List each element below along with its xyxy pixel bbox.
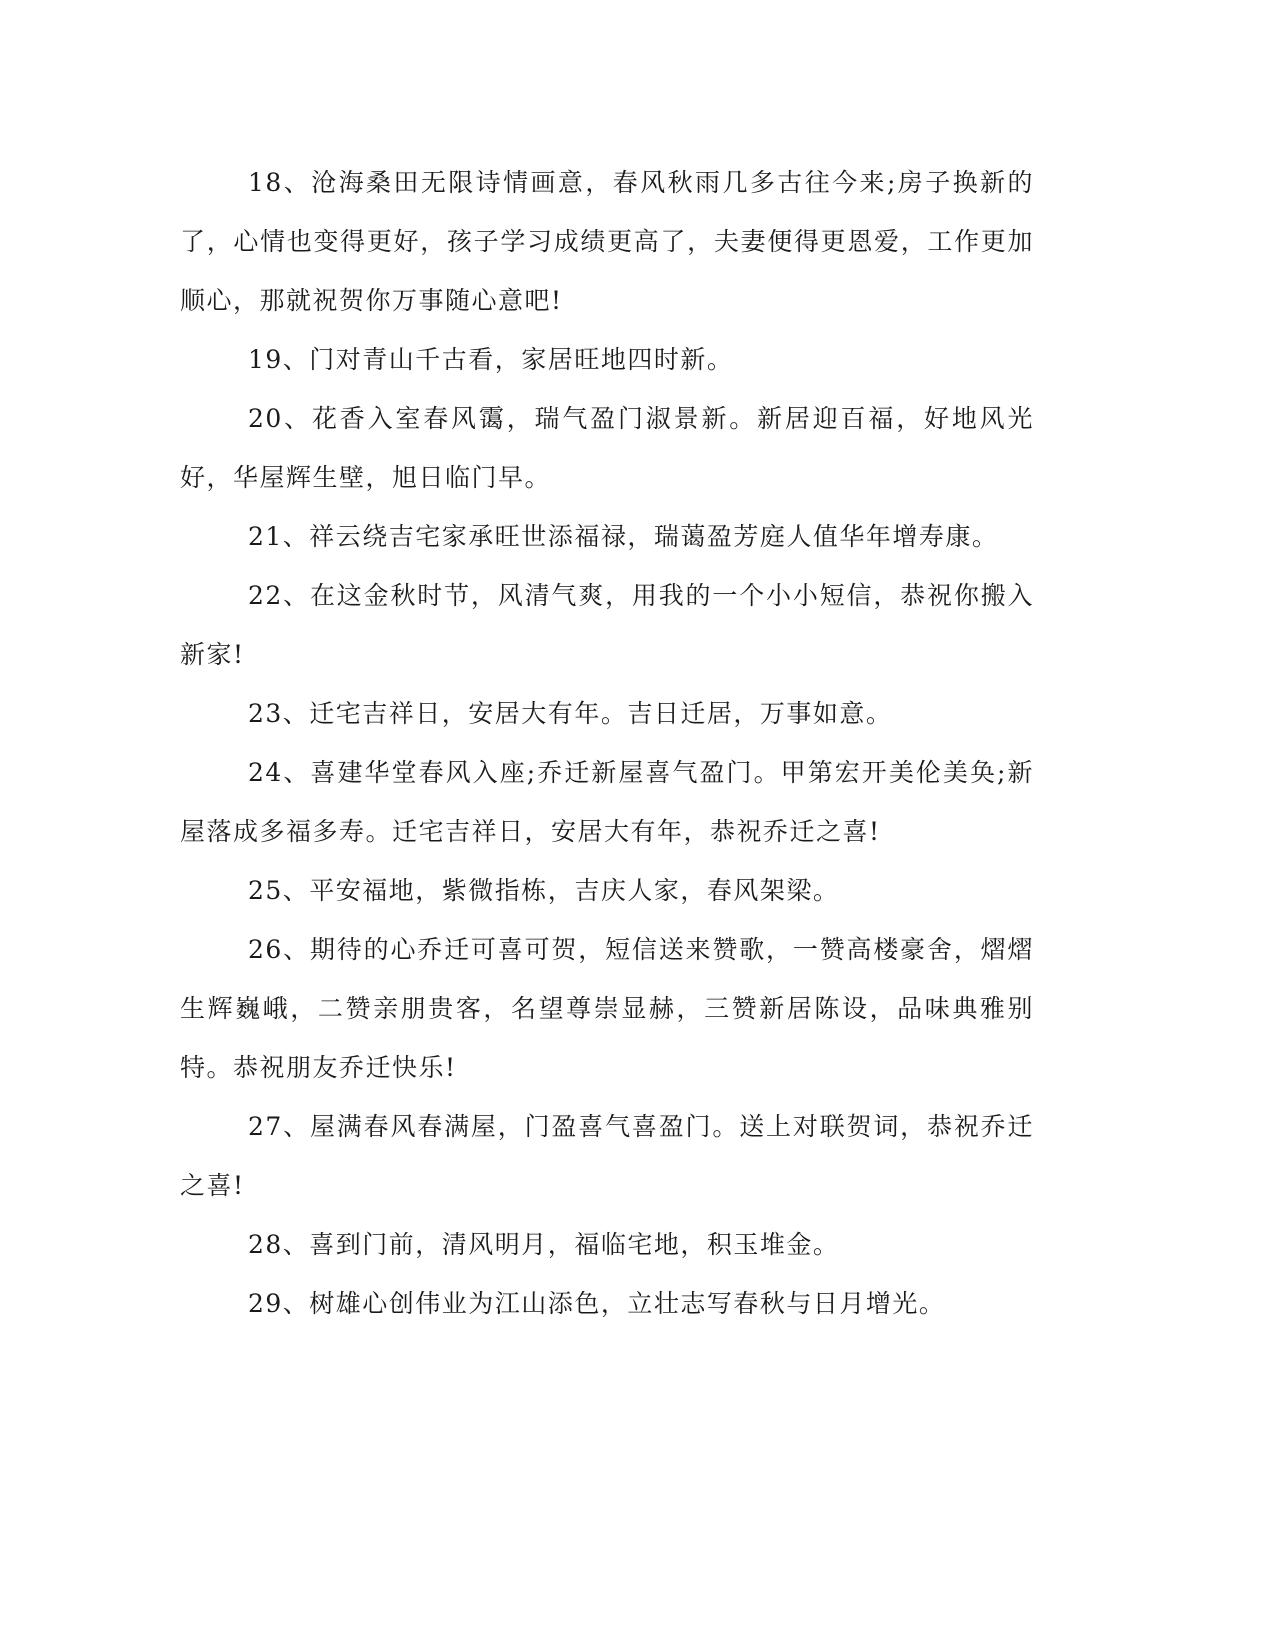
paragraph-21: 21、祥云绕吉宅家承旺世添福禄，瑞蔼盈芳庭人值华年增寿康。	[248, 522, 999, 551]
document-body	[180, 153, 1034, 1333]
paragraph-27: 27、屋满春风春满屋，门盈喜气喜盈门。送上对联贺词，恭祝乔迁之喜!	[180, 1112, 1034, 1200]
paragraph-18: 18、沧海桑田无限诗情画意，春风秋雨几多古往今来;房子换新的了，心情也变得更好，孩子学习成绩更高了，夫妻便得更恩爱，工作更加顺心，那就祝贺你万事随心意吧!	[180, 168, 1034, 315]
paragraph-23: 23、迁宅吉祥日，安居大有年。吉日迁居，万事如意。	[248, 699, 893, 728]
paragraph-28: 28、喜到门前，清风明月，福临宅地，积玉堆金。	[248, 1230, 840, 1259]
paragraph-25: 25、平安福地，紫微指栋，吉庆人家，春风架梁。	[248, 876, 840, 905]
paragraph-20: 20、花香入室春风霭，瑞气盈门淑景新。新居迎百福，好地风光好，华屋辉生壁，旭日临门早。	[180, 404, 1034, 492]
paragraph-19: 19、门对青山千古看，家居旺地四时新。	[248, 345, 734, 374]
paragraph-22: 22、在这金秋时节，风清气爽，用我的一个小小短信，恭祝你搬入新家!	[180, 581, 1034, 669]
paragraph-26: 26、期待的心乔迁可喜可贺，短信送来赞歌，一赞高楼豪舍，熠熠生辉巍峨，二赞亲朋贵客，名望尊崇显赫，三赞新居陈设，品味典雅别特。恭祝朋友乔迁快乐!	[180, 935, 1034, 1082]
paragraph-29: 29、树雄心创伟业为江山添色，立壮志写春秋与日月增光。	[248, 1289, 946, 1318]
paragraph-24: 24、喜建华堂春风入座;乔迁新屋喜气盈门。甲第宏开美伦美奂;新屋落成多福多寿。迁宅吉祥日，安居大有年，恭祝乔迁之喜!	[180, 758, 1034, 846]
